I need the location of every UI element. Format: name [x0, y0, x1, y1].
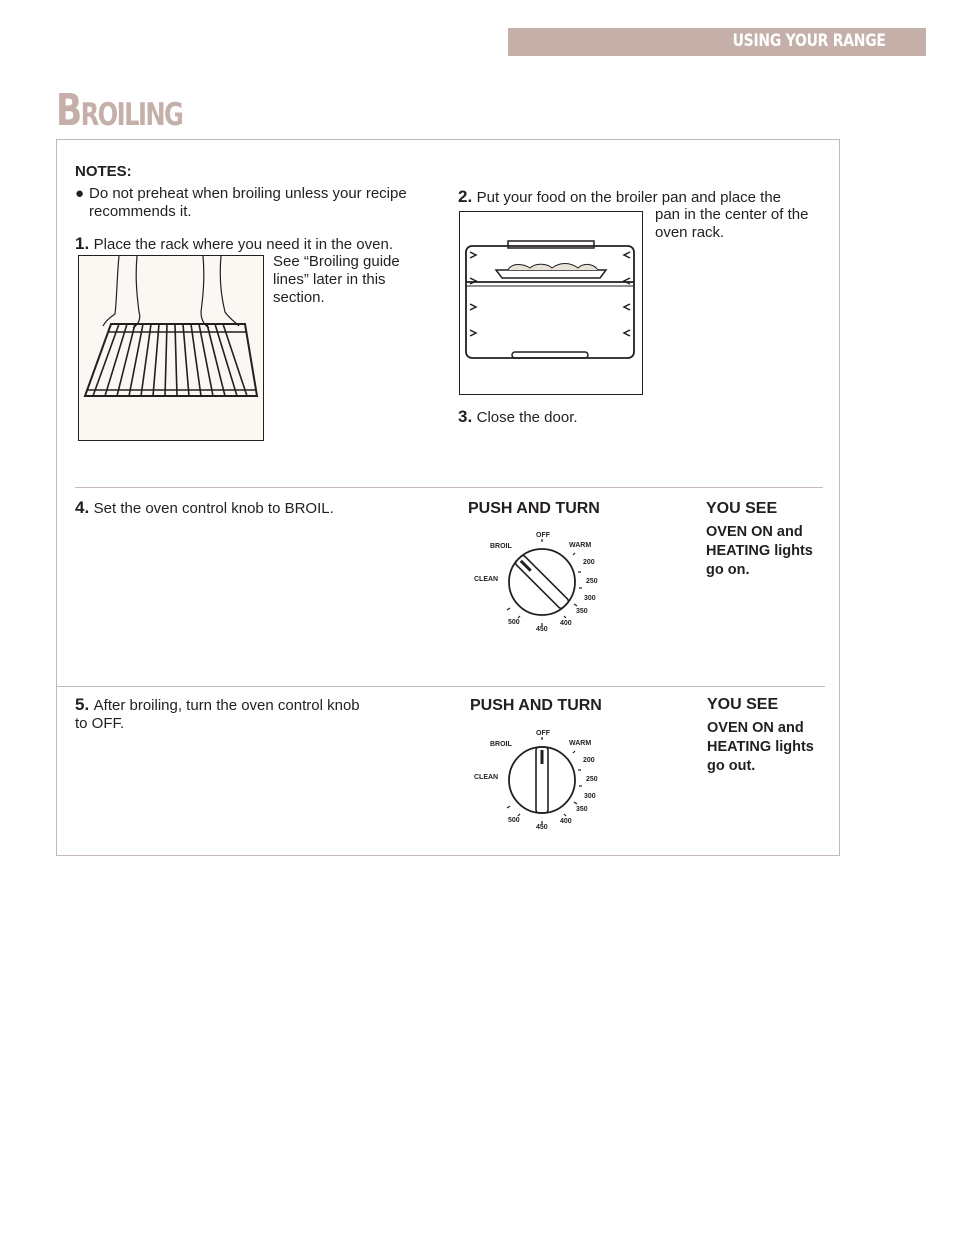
oven-rack-icon: [79, 256, 263, 440]
dial-label-broil: BROIL: [490, 543, 512, 550]
section-divider: [75, 487, 823, 488]
knob-dial-broil-icon: [466, 526, 606, 636]
content-box: [56, 139, 840, 856]
step-5-number: 5.: [75, 695, 90, 714]
you-see-heading: YOU SEE: [707, 696, 779, 713]
dial-label-200: 200: [583, 757, 595, 764]
step-3: [458, 407, 578, 427]
step-3-text: Close the door.: [476, 409, 578, 426]
you-see-text: OVEN ON and HEATING lights go on.: [706, 524, 813, 578]
dial-label-400: 400: [560, 620, 572, 627]
dial-label-clean: CLEAN: [474, 774, 499, 781]
push-and-turn-label: PUSH AND TURN: [468, 500, 600, 517]
rack-illustration: [78, 255, 264, 441]
step-2-number: 2.: [458, 187, 473, 206]
push-and-turn-label: PUSH AND TURN: [470, 697, 602, 714]
dial-label-400: 400: [560, 818, 572, 825]
you-see-heading: YOU SEE: [706, 500, 778, 517]
step-3-number: 3.: [458, 407, 473, 426]
step-5-text: After broiling, turn the oven control knob to OFF.: [75, 697, 360, 732]
dial-label-500: 500: [508, 619, 520, 626]
step-4-text: Set the oven control knob to BROIL.: [93, 500, 334, 517]
oven-control-knob-off: [466, 724, 606, 839]
dial-label-warm: WARM: [569, 542, 592, 549]
section-divider: [57, 686, 825, 687]
broiler-pan-icon: [460, 212, 642, 394]
dial-label-clean: CLEAN: [474, 576, 499, 583]
dial-label-450: 450: [536, 626, 548, 633]
notes-bullet-text: Do not preheat when broiling unless your recipe recommends it.: [89, 185, 407, 220]
dial-label-300: 300: [584, 793, 596, 800]
dial-label-300: 300: [584, 595, 596, 602]
page-title: Broiling: [56, 85, 183, 136]
dial-label-200: 200: [583, 559, 595, 566]
section-header-label: USING YOUR RANGE: [732, 31, 886, 51]
step-5: [75, 695, 365, 733]
dial-label-450: 450: [536, 824, 548, 831]
dial-label-off: OFF: [536, 730, 550, 737]
dial-label-off: OFF: [536, 532, 550, 539]
dial-label-250: 250: [586, 578, 598, 585]
dial-label-350: 350: [576, 806, 588, 813]
notes-heading: NOTES:: [75, 163, 132, 180]
dial-label-warm: WARM: [569, 740, 592, 747]
step-1-text: Place the rack where you need it in the oven.: [93, 236, 393, 253]
section-header-bar: [508, 28, 926, 56]
you-see-text: OVEN ON and HEATING lights go out.: [707, 720, 814, 774]
knob-dial-off-icon: [466, 724, 606, 834]
step-4-number: 4.: [75, 498, 90, 517]
step-1-extra-text: See “Broiling guide lines” later in this section.: [273, 253, 400, 306]
oven-control-knob-broil: [466, 526, 606, 641]
dial-label-broil: BROIL: [490, 741, 512, 748]
dial-label-350: 350: [576, 608, 588, 615]
step-2-text: Put your food on the broiler pan and place the: [476, 189, 782, 206]
step-1: [75, 234, 393, 254]
dial-label-500: 500: [508, 817, 520, 824]
step-1-number: 1.: [75, 234, 90, 253]
oven-illustration: [459, 211, 643, 395]
dial-label-250: 250: [586, 776, 598, 783]
step-4: [75, 498, 334, 518]
step-2: [458, 187, 828, 207]
step-2-extra-text: pan in the center of the oven rack.: [655, 206, 809, 241]
bullet-icon: ●: [75, 185, 85, 202]
